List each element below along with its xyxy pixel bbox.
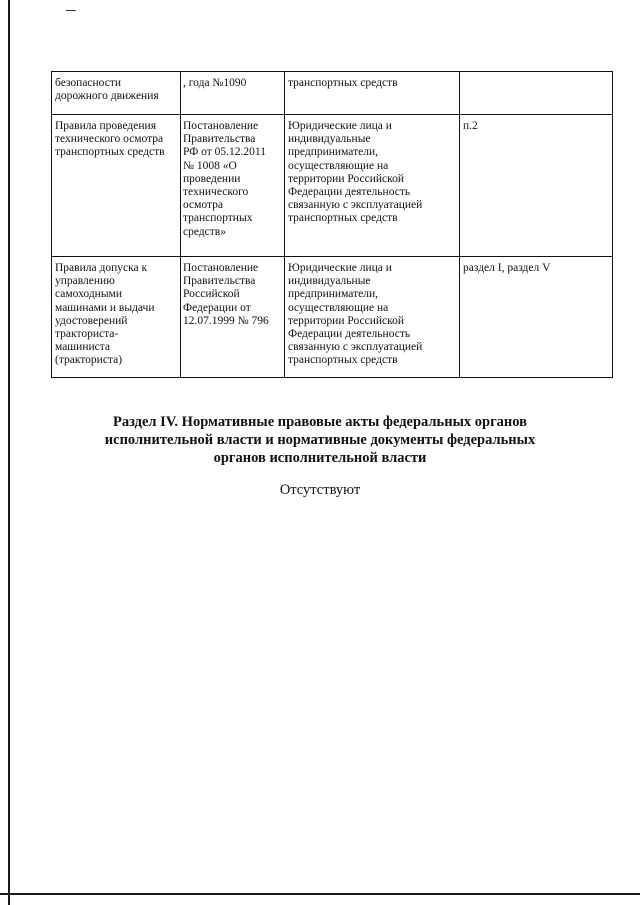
scan-mark [66,10,76,11]
table-row [52,72,613,115]
regulations-table [51,71,613,378]
cell-text: раздел I, раздел V [463,262,551,274]
cell-legal-act [181,115,285,257]
cell-text: транспортных средств [288,77,398,89]
scan-bottom-edge [0,893,640,895]
cell-provisions [460,257,613,378]
cell-requirement-name [52,257,181,378]
section-status: Отсутствуют [279,482,361,498]
cell-text: п.2 [463,120,478,132]
scan-left-edge [8,0,10,905]
cell-text: Постановление Правительства РФ от 05.12.2011 № 1008 «О проведении технического осмотра транспортных средств» [183,120,266,238]
cell-text: Правила допуска к управлению самоходными машинами и выдачи удостоверений тракториста- машиниста (тракториста) [55,262,155,367]
cell-text: Юридические лица и индивидуальные предприниматели, осуществляющие на территории Российской Федерации деятельность связанную с эксплуатацией транспортных средств [288,120,423,225]
cell-text: , года №1090 [183,77,247,89]
section-title [80,413,560,467]
cell-provisions [460,72,613,115]
cell-subjects [285,72,460,115]
cell-text: безопасности дорожного движения [55,77,159,103]
cell-requirement-name [52,72,181,115]
cell-requirement-name [52,115,181,257]
table-row [52,115,613,257]
cell-text: Правила проведения технического осмотра транспортных средств [55,120,165,159]
cell-text: Юридические лица и индивидуальные предприниматели, осуществляющие на территории Российской Федерации деятельность связанную с эксплуатацией транспортных средств [288,262,423,367]
cell-legal-act [181,257,285,378]
cell-text: Постановление Правительства Российской Федерации от 12.07.1999 № 796 [183,262,269,327]
cell-subjects [285,257,460,378]
table-row [52,257,613,378]
section-title-text: Раздел IV. Нормативные правовые акты федеральных органов исполнительной власти и нормативные документы федеральных органов исполнительной власти [104,414,536,466]
cell-provisions [460,115,613,257]
cell-subjects [285,115,460,257]
cell-legal-act [181,72,285,115]
